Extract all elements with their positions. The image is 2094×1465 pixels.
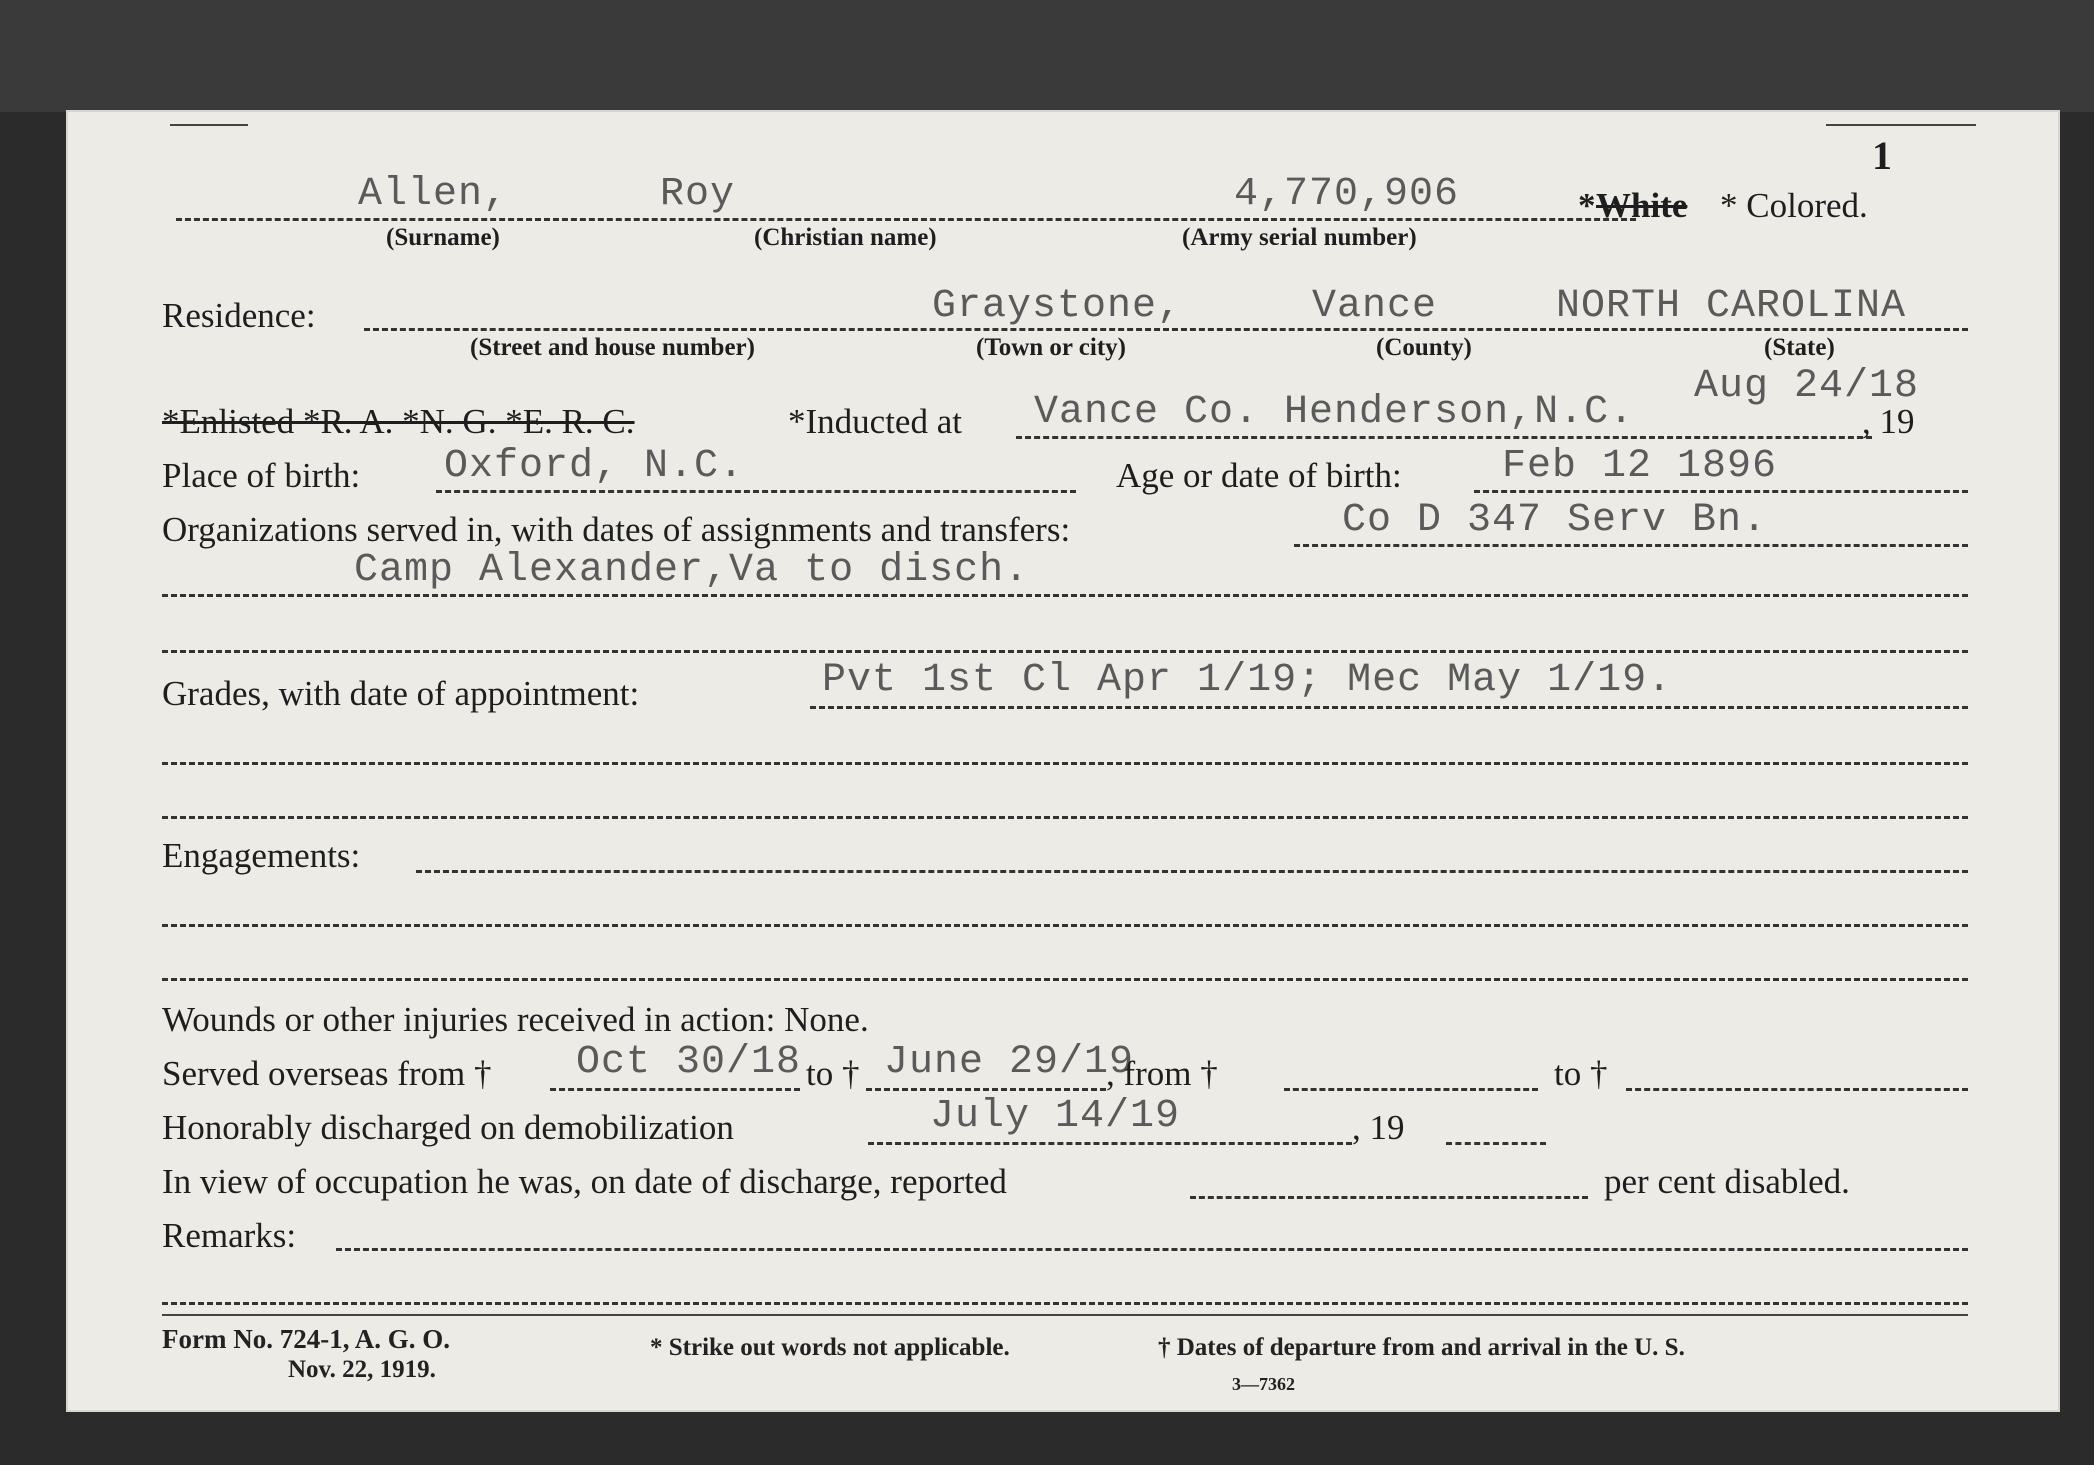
discharge-year-prefix: , 19: [1352, 1108, 1405, 1147]
card-number: 1: [1872, 133, 1892, 178]
state-caption: (State): [1764, 334, 1835, 361]
footnote-dates: † Dates of departure from and arrival in the U. S.: [1158, 1334, 1685, 1361]
overseas-to-label-2: to †: [1554, 1054, 1608, 1093]
surname-value: Allen,: [358, 172, 509, 217]
discharge-line: [868, 1142, 1352, 1145]
grades-line-3: [162, 816, 1968, 819]
form-date: Nov. 22, 1919.: [288, 1356, 436, 1383]
surname-caption: (Surname): [386, 224, 500, 251]
induction-date: Aug 24/18: [1694, 364, 1920, 409]
serial-number-value: 4,770,906: [1234, 172, 1460, 217]
christian-name-caption: (Christian name): [754, 224, 937, 251]
grades-label: Grades, with date of appointment:: [162, 674, 640, 713]
overseas-from-value: Oct 30/18: [576, 1040, 802, 1085]
engagements-label: Engagements:: [162, 836, 361, 875]
grades-value: Pvt 1st Cl Apr 1/19; Mec May 1/19.: [822, 658, 1673, 703]
overseas-from-label-2: , from †: [1106, 1054, 1218, 1093]
discharge-date: July 14/19: [930, 1094, 1181, 1139]
overseas-from-line: [550, 1088, 800, 1091]
serial-caption: (Army serial number): [1182, 224, 1417, 251]
disability-line: [1190, 1196, 1588, 1199]
remarks-line-2: [162, 1302, 1968, 1305]
disability-suffix: per cent disabled.: [1604, 1162, 1850, 1201]
induction-year-prefix: , 19: [1862, 402, 1915, 441]
christian-name-value: Roy: [660, 172, 736, 217]
grades-line-2: [162, 762, 1968, 765]
race-white-struck: White: [1596, 186, 1688, 225]
street-caption: (Street and house number): [470, 334, 755, 361]
disability-label: In view of occupation he was, on date of discharge, reported: [162, 1162, 1007, 1201]
wounds-label: Wounds or other injuries received in action: None.: [162, 1000, 869, 1039]
residence-label: Residence:: [162, 296, 316, 335]
remarks-line-1: [336, 1248, 1968, 1251]
induction-line: [1016, 436, 1872, 439]
residence-county: Vance: [1312, 284, 1438, 329]
engagements-line-2: [162, 924, 1968, 927]
organizations-line-1: [1294, 544, 1968, 547]
town-caption: (Town or city): [976, 334, 1126, 361]
organizations-value-2: Camp Alexander,Va to disch.: [354, 548, 1030, 593]
discharge-year-line: [1446, 1142, 1546, 1145]
birth-date-value: Feb 12 1896: [1502, 444, 1778, 489]
induction-place: Vance Co. Henderson,N.C.: [1034, 390, 1635, 435]
overseas-from-line-2: [1284, 1088, 1538, 1091]
overseas-to-line: [866, 1088, 1106, 1091]
residence-state: NORTH CAROLINA: [1556, 284, 1907, 329]
footer-rule: [162, 1314, 1968, 1316]
race-colored: * Colored.: [1720, 186, 1868, 225]
footnote-strike: * Strike out words not applicable.: [650, 1334, 1010, 1361]
overseas-to-label: to †: [806, 1054, 860, 1093]
county-caption: (County): [1376, 334, 1472, 361]
enlistment-struck: *Enlisted *R. A. *N. G. *E. R. C.: [162, 402, 635, 441]
remarks-label: Remarks:: [162, 1216, 297, 1255]
organizations-line-3: [162, 650, 1968, 653]
race-star: *: [1578, 186, 1596, 225]
birth-date-line: [1474, 490, 1968, 493]
overseas-to-value: June 29/19: [884, 1040, 1135, 1085]
birth-date-label: Age or date of birth:: [1116, 456, 1402, 495]
organizations-value-1: Co D 347 Serv Bn.: [1342, 498, 1768, 543]
birth-place-label: Place of birth:: [162, 456, 361, 495]
corner-rule-right: [1826, 124, 1976, 126]
inducted-label: *Inducted at: [788, 402, 962, 441]
service-record-card: [66, 110, 2060, 1412]
engagements-line-3: [162, 978, 1968, 981]
form-number: Form No. 724-1, A. G. O.: [162, 1324, 450, 1354]
birth-place-line: [436, 490, 1076, 493]
discharge-label: Honorably discharged on demobilization: [162, 1108, 734, 1147]
organizations-label: Organizations served in, with dates of assignments and transfers:: [162, 510, 1071, 549]
grades-line-1: [810, 706, 1968, 709]
print-code: 3—7362: [1232, 1374, 1295, 1394]
scan-background: [0, 0, 2094, 112]
overseas-to-line-2: [1626, 1088, 1968, 1091]
engagements-line-1: [416, 870, 1968, 873]
name-line: [176, 218, 1636, 221]
organizations-line-2: [162, 594, 1968, 597]
birth-place-value: Oxford, N.C.: [444, 444, 745, 489]
corner-rule: [170, 124, 248, 126]
residence-town: Graystone,: [932, 284, 1183, 329]
overseas-label: Served overseas from †: [162, 1054, 492, 1093]
